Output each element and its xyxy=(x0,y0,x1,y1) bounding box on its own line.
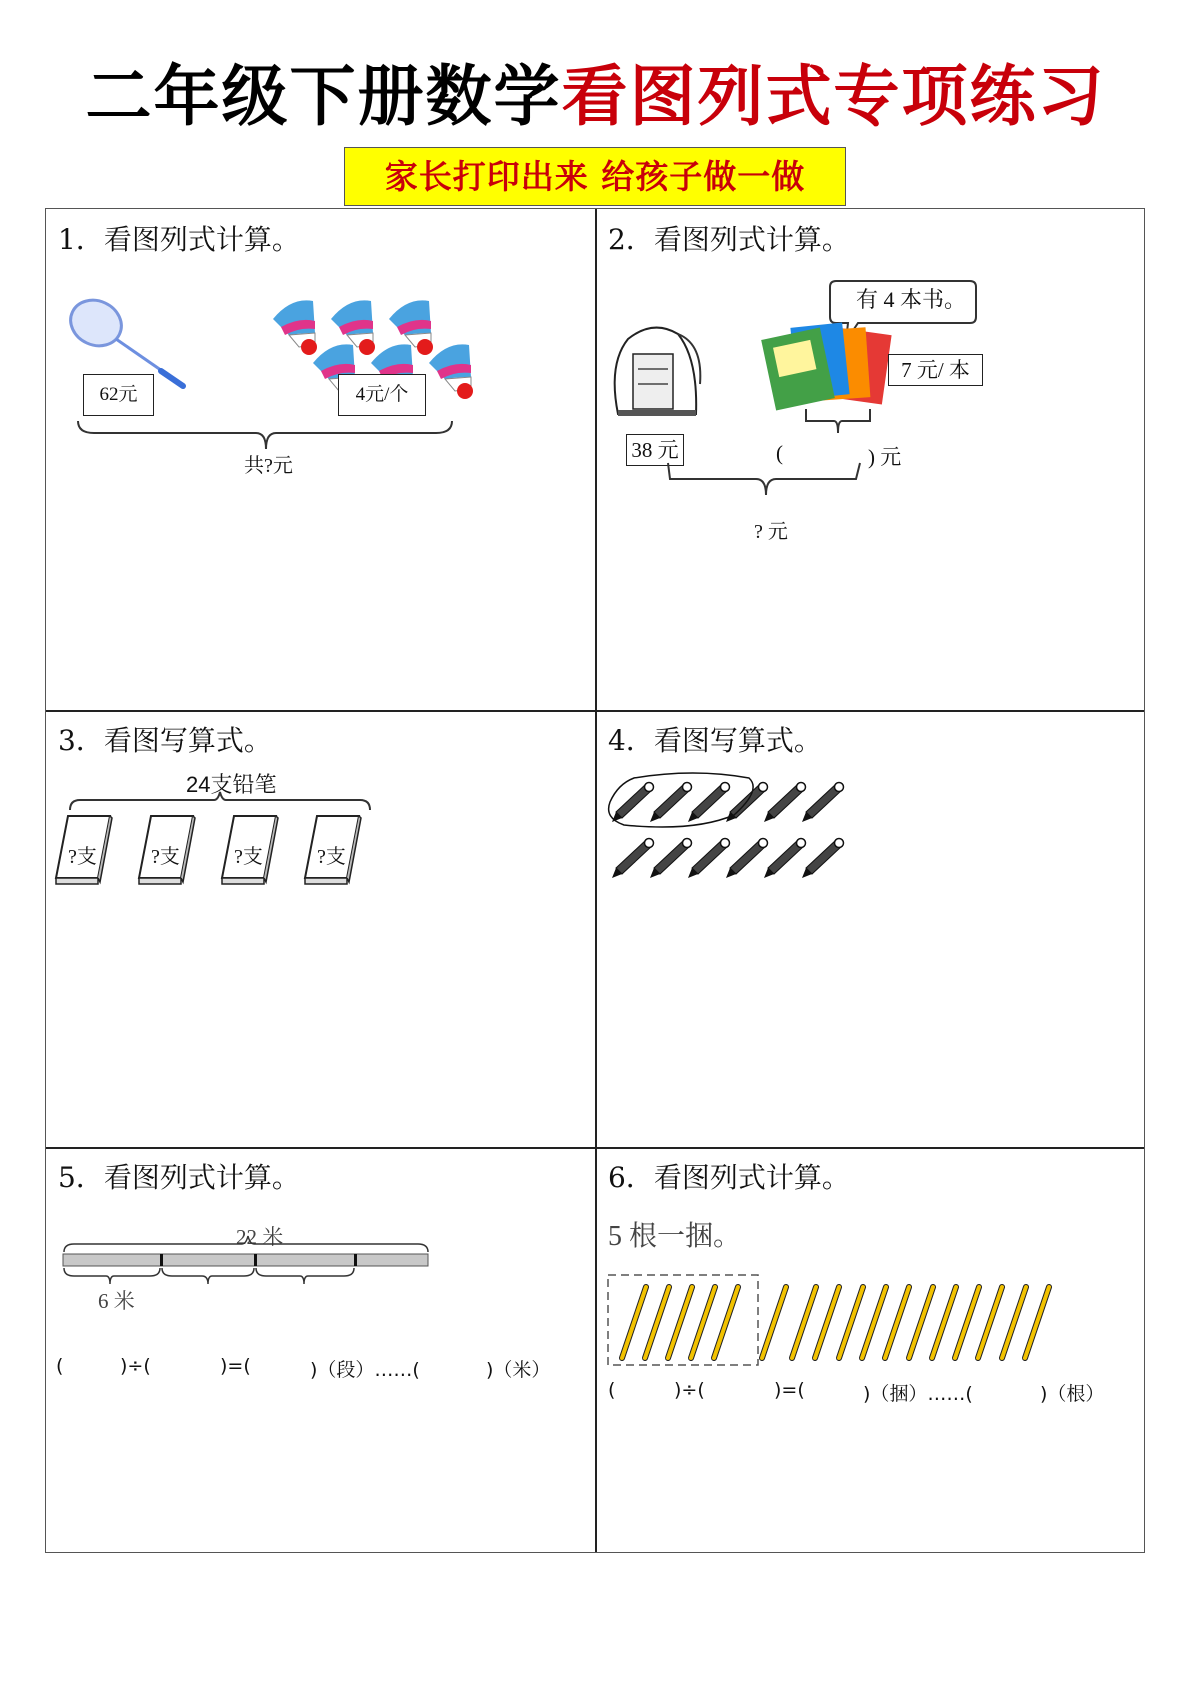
shuttle-price-box: 4元/个 xyxy=(338,374,426,416)
formula-part: )÷( xyxy=(674,1379,705,1401)
question-title: 1．看图列式计算。 xyxy=(58,223,300,256)
formula-part: )（米） xyxy=(486,1359,551,1381)
question-title: 2．看图列式计算。 xyxy=(608,223,850,256)
speech-bubble-text: 有 4 本书。 xyxy=(856,287,967,312)
box-label: ?支 xyxy=(234,846,263,868)
question-2 xyxy=(596,209,1145,710)
racket-price-box: 62元 xyxy=(83,374,154,416)
books-total-open: ( xyxy=(776,441,783,465)
question-title: 4．看图写算式。 xyxy=(608,724,822,757)
total-brace-icon xyxy=(68,792,373,812)
total-label: ? 元 xyxy=(754,521,788,543)
formula-part: ( xyxy=(56,1355,64,1377)
question-title: 6．看图列式计算。 xyxy=(608,1161,850,1194)
box-label: ?支 xyxy=(68,846,97,868)
question-title: 5．看图列式计算。 xyxy=(58,1161,300,1194)
title-red-part: 看图列式专项练习 xyxy=(561,58,1106,135)
question-title: 3．看图写算式。 xyxy=(58,724,272,757)
book-price-box: 7 元/ 本 xyxy=(888,354,983,386)
exercise-grid xyxy=(45,208,1145,1553)
total-label: 24支铅笔 xyxy=(186,772,277,797)
total-brace-icon xyxy=(666,461,866,501)
question-3 xyxy=(46,710,596,1147)
bag-price-box: 38 元 xyxy=(626,434,684,466)
formula-part: )（根） xyxy=(1040,1383,1105,1405)
books-total-close: ) 元 xyxy=(868,445,902,469)
question-6 xyxy=(596,1147,1145,1553)
formula-part: )÷( xyxy=(120,1355,151,1377)
sticks-icon xyxy=(606,1273,1076,1368)
backpack-icon xyxy=(608,314,703,424)
formula-part: ( xyxy=(608,1379,616,1401)
answer-formula xyxy=(56,1355,596,1381)
box-label: ?支 xyxy=(151,846,180,868)
box-label: ?支 xyxy=(317,846,346,868)
question-5 xyxy=(46,1147,596,1553)
books-icon xyxy=(764,321,899,416)
print-banner: 家长打印出来 给孩子做一做 xyxy=(344,147,846,206)
bundle-subtitle: 5 根一捆。 xyxy=(608,1221,742,1252)
answer-formula xyxy=(608,1379,1138,1405)
title-black-part: 二年级下册数学 xyxy=(85,58,562,135)
segment-length-label: 6 米 xyxy=(98,1289,135,1313)
question-1 xyxy=(46,209,596,710)
total-length-label: 22 米 xyxy=(236,1225,284,1249)
page-title xyxy=(0,52,1191,142)
books-brace-icon xyxy=(804,407,874,437)
pencils-icon xyxy=(604,770,854,880)
total-label: 共?元 xyxy=(244,455,293,477)
formula-part: )（段）……( xyxy=(310,1359,420,1381)
formula-part: )=( xyxy=(774,1379,805,1401)
formula-part: )=( xyxy=(220,1355,251,1377)
question-4 xyxy=(596,710,1145,1147)
formula-part: )（捆）……( xyxy=(863,1383,973,1405)
